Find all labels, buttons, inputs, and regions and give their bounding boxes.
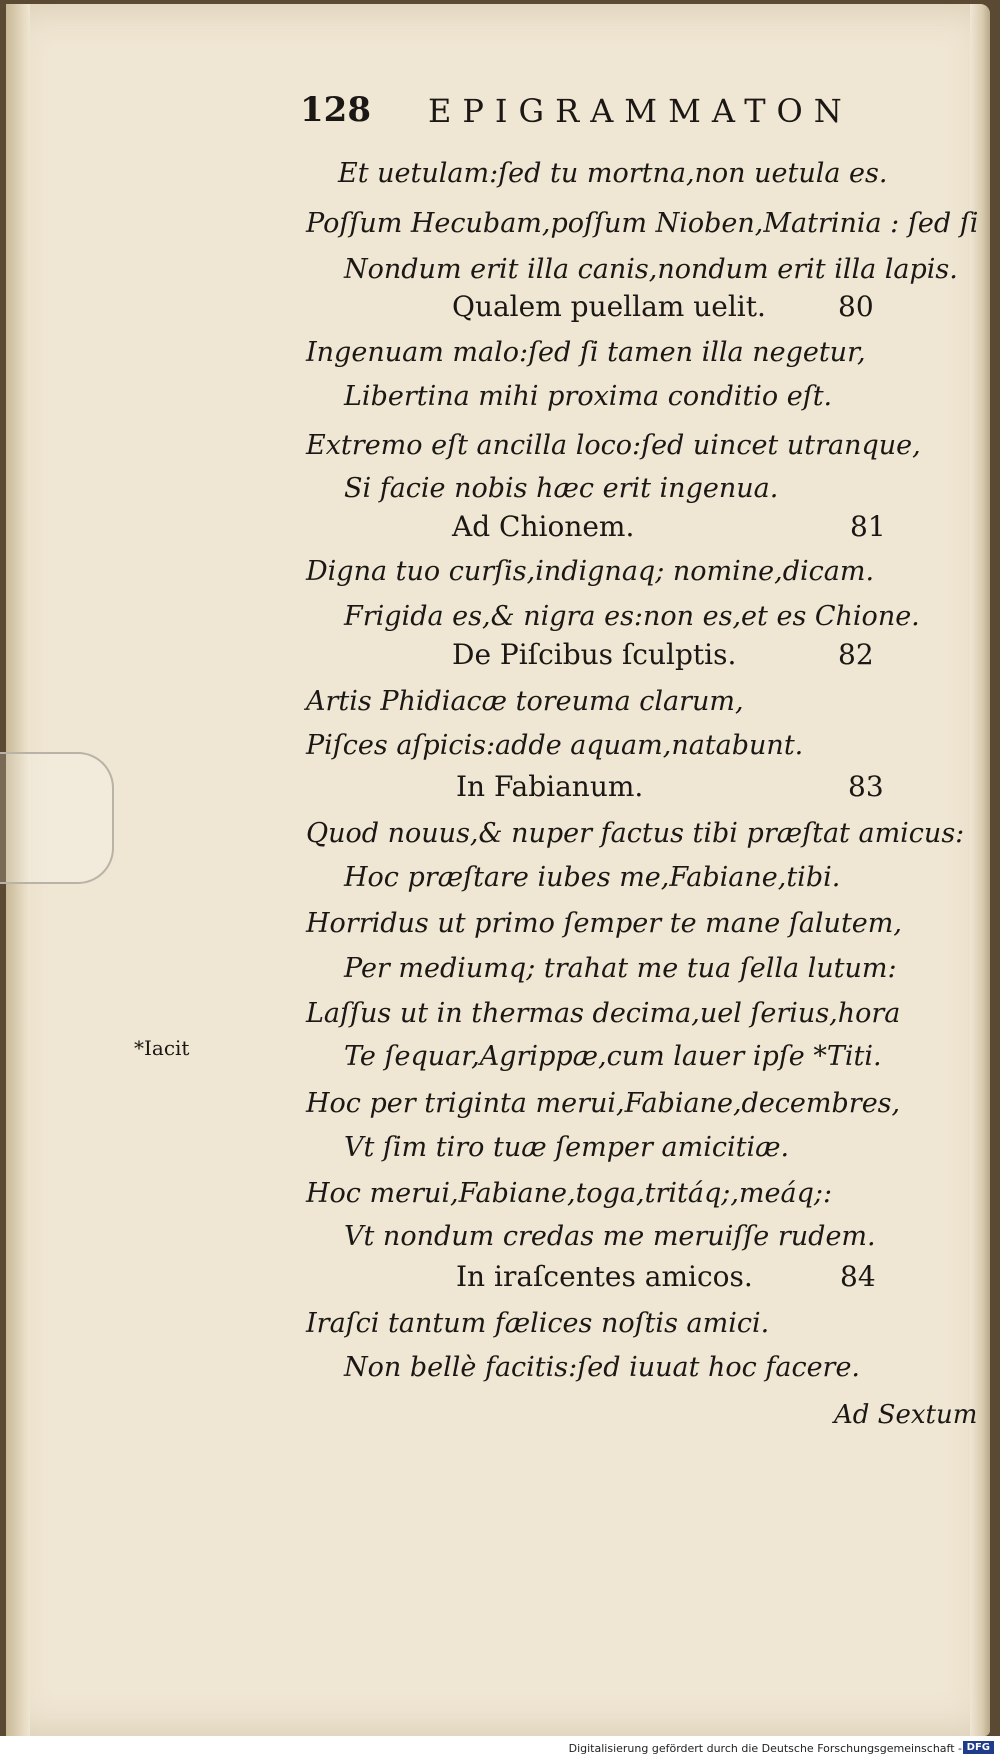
clip-tab [0,752,114,884]
text-line: Laſſus ut in thermas decima,uel ſerius,hora [306,998,901,1029]
text-line: Frigida es,& nigra es:non es,et es Chione. [344,601,920,632]
page-number: 128 [300,90,371,130]
text-line: Iraſci tantum fælices noſtis amici. [306,1308,770,1339]
text-line: Vt nondum credas me meruiſſe rudem. [344,1221,876,1252]
text-line: Ingenuam malo:ſed ſi tamen illa negetur, [306,337,866,368]
epigram-number: 82 [838,638,874,671]
text-line: Digna tuo curſis,indignaq; nomine,dicam. [306,556,875,587]
footer-bar [0,1736,1000,1761]
page-edge [970,4,990,1736]
text-line: Hoc merui,Fabiane,toga,tritáq;,meáq;: [306,1178,833,1209]
text-line: Poſſum Hecubam,poſſum Nioben,Matrinia : ſed ſi [306,208,979,239]
text-line: Per mediumq; trahat me tua ſella lutum: [344,953,897,984]
text-line: Horridus ut primo ſemper te mane ſalutem, [306,908,902,939]
epigram-number: 80 [838,290,874,323]
epigram-heading: De Piſcibus ſculptis. [452,638,737,671]
running-head [300,90,920,140]
epigram-heading: Ad Chionem. [452,510,635,543]
footer-credit: Digitalisierung gefördert durch die Deutsche Forschungsgemeinschaft - [568,1742,962,1755]
text-line: Et uetulam:ſed tu mortna,non uetula es. [338,158,888,189]
epigram-number: 83 [848,770,884,803]
text-line: Piſces aſpicis:adde aquam,natabunt. [306,730,804,761]
text-line: Nondum erit illa canis,nondum erit illa lapis. [344,254,958,285]
epigram-number: 84 [840,1260,876,1293]
dfg-logo: DFG [963,1741,994,1754]
text-line: Quod nouus,& nuper factus tibi præſtat amicus: [306,818,965,849]
text-line: Hoc præſtare iubes me,Fabiane,tibi. [344,862,841,893]
text-line: Extremo eſt ancilla loco:ſed uincet utranque, [306,430,921,461]
text-line: Si facie nobis hæc erit ingenua. [344,473,779,504]
text-line: Te ſequar,Agrippæ,cum lauer ipſe *Titi. [344,1041,882,1072]
catchword: Ad Sextum [834,1400,978,1430]
text-line: Artis Phidiacæ toreuma clarum, [306,686,744,717]
text-line: Vt ſim tiro tuæ ſemper amicitiæ. [344,1132,790,1163]
running-title: EPIGRAMMATON [428,92,853,130]
text-line: Libertina mihi proxima conditio eſt. [344,381,833,412]
epigram-heading: In Fabianum. [456,770,644,803]
text-line: Non bellè facitis:ſed iuuat hoc facere. [344,1352,861,1383]
margin-note: *Iacit [134,1036,190,1060]
epigram-heading: Qualem puellam uelit. [452,290,766,323]
epigram-heading: In iraſcentes amicos. [456,1260,753,1293]
text-line: Hoc per triginta merui,Fabiane,decembres, [306,1088,901,1119]
epigram-number: 81 [850,510,886,543]
